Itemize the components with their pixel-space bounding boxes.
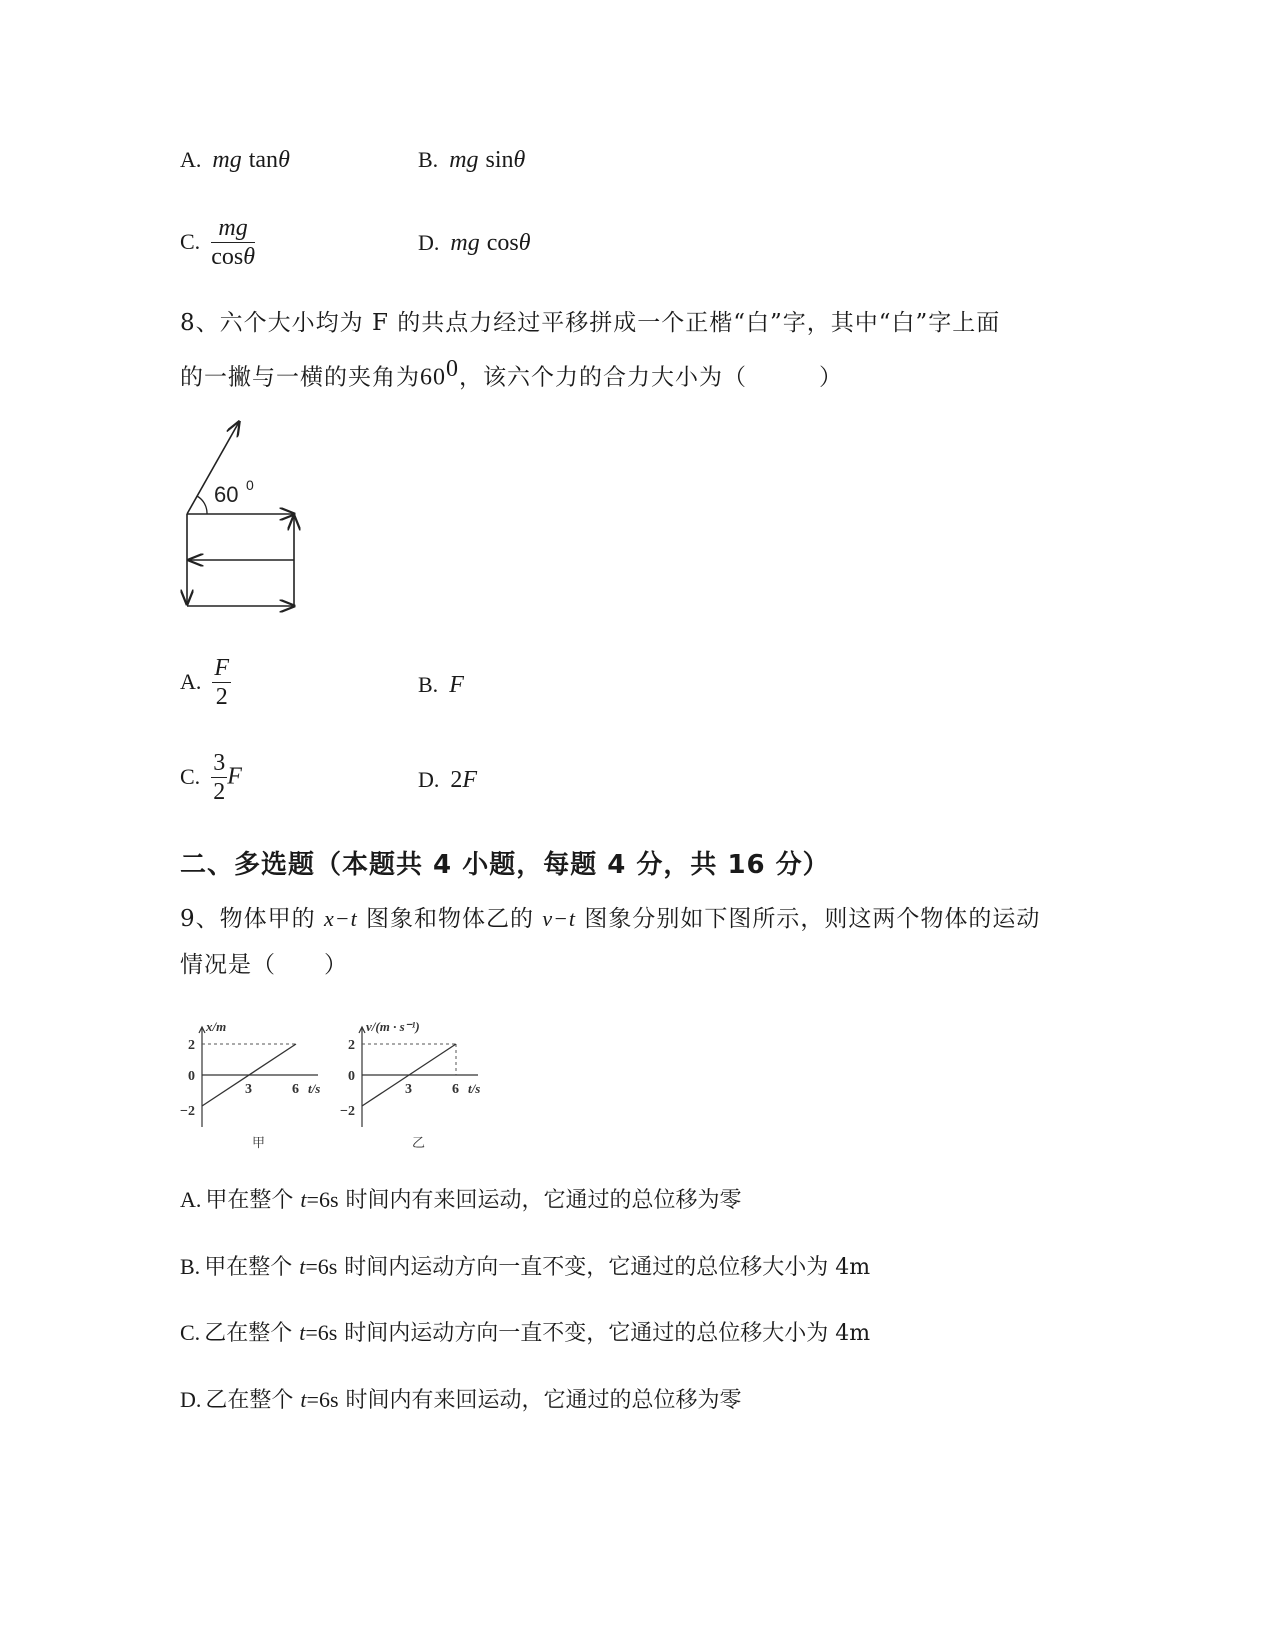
x-tick-label: 3 bbox=[405, 1082, 412, 1097]
graph-caption: 甲 bbox=[252, 1136, 266, 1151]
q7-option-b: B. mg sinθ bbox=[418, 147, 526, 173]
q8-option-a: A. $\frac{F}{2}$ bbox=[180, 655, 230, 710]
angle-arc bbox=[197, 496, 207, 514]
q8-option-b: B. F bbox=[418, 672, 464, 698]
q8-stem bbox=[180, 300, 1060, 401]
q9-line2: 情况是（ ） bbox=[180, 952, 348, 978]
y-tick-label: 0 bbox=[348, 1069, 355, 1084]
x-tick-label: 3 bbox=[245, 1082, 252, 1097]
graph-jia bbox=[170, 1015, 330, 1155]
q8-line2: 的一撇与一横的夹角为$60^0$，该六个力的合力大小为（ ） bbox=[180, 356, 843, 391]
x-axis-label: t/s bbox=[468, 1081, 481, 1096]
y-tick-label: −2 bbox=[180, 1104, 195, 1119]
q7-option-c-fraction: $\frac{mg}{\cos\theta}$ bbox=[211, 215, 255, 270]
q9-option-b: B. 甲在整个 t=6s 时间内运动方向一直不变，它通过的总位移大小为 4m bbox=[180, 1254, 871, 1280]
x-tick-label: 6 bbox=[292, 1082, 299, 1097]
y-tick-label: 2 bbox=[348, 1038, 355, 1053]
graph-caption: 乙 bbox=[412, 1136, 426, 1151]
y-tick-label: −2 bbox=[340, 1104, 355, 1119]
q9-option-d: D. 乙在整个 t=6s 时间内有来回运动，它通过的总位移为零 bbox=[180, 1387, 742, 1413]
angle-label-sup: 0 bbox=[246, 477, 254, 493]
section-heading: 二、多选题（本题共 4 小题，每题 4 分，共 16 分） bbox=[180, 850, 830, 880]
y-tick-label: 2 bbox=[188, 1038, 195, 1053]
graph-yi bbox=[330, 1015, 500, 1155]
q9-option-c: C. 乙在整个 t=6s 时间内运动方向一直不变，它通过的总位移大小为 4m bbox=[180, 1320, 871, 1346]
q7-option-c: C. $\frac{mg}{\cos\theta}$ bbox=[180, 215, 255, 270]
y-tick-label: 0 bbox=[188, 1069, 195, 1084]
q8-option-c: C. $\frac{3}{2}$ F bbox=[180, 750, 242, 805]
q9-line1: 9、物体甲的 x−t 图象和物体乙的 v−t 图象分别如下图所示，则这两个物体的运动 bbox=[180, 906, 1041, 932]
y-axis-label: x/m bbox=[206, 1019, 227, 1034]
x-axis-label: t/s bbox=[308, 1081, 321, 1096]
q9-stem bbox=[180, 896, 1060, 988]
q8-force-diagram bbox=[170, 410, 320, 620]
q8-line1: 8、六个大小均为 F 的共点力经过平移拼成一个正楷“白”字，其中“白”字上面 bbox=[180, 310, 1001, 336]
q9-option-a: A. 甲在整个 t=6s 时间内有来回运动，它通过的总位移为零 bbox=[180, 1187, 742, 1213]
angle-label: 60 bbox=[214, 482, 239, 507]
q7-option-a: A. mg tanθ bbox=[180, 147, 290, 173]
q8-option-d: D. 2F bbox=[418, 767, 478, 793]
x-tick-label: 6 bbox=[452, 1082, 459, 1097]
q7-option-d: D. mg cosθ bbox=[418, 230, 531, 256]
y-axis-label: v/(m · s⁻¹) bbox=[366, 1019, 420, 1034]
